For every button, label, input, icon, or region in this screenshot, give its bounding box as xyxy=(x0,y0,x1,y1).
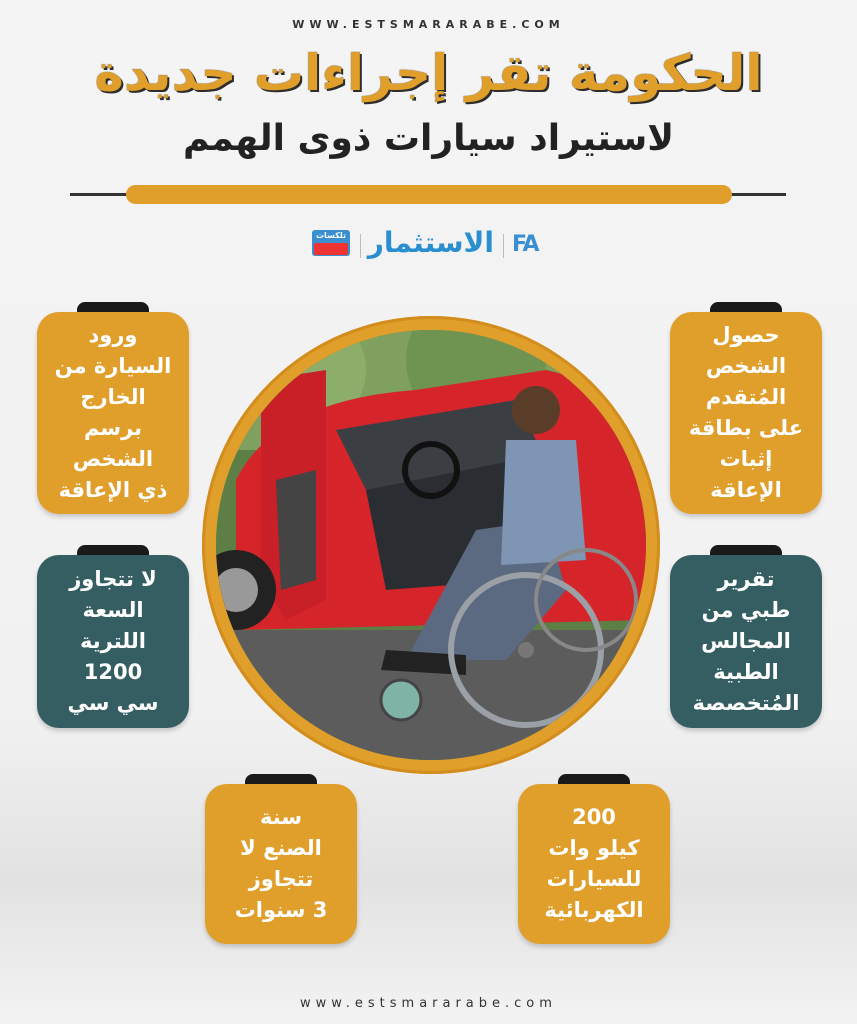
condition-card-manufacture-year xyxy=(205,774,357,944)
subtitle: لاستيراد سيارات ذوى الهمم xyxy=(182,118,675,159)
top-website-url: WWW.ESTSMARARABE.COM xyxy=(292,18,565,31)
bottom-website-url: www.estsmararabe.com xyxy=(300,996,557,1011)
istithmar-logo: الاستثمار xyxy=(367,226,494,259)
logos-bar xyxy=(300,226,560,266)
condition-card-electric-power xyxy=(518,774,670,944)
photo-man-wheelchair-red-car xyxy=(216,330,646,760)
fa-logo: FA xyxy=(512,232,538,257)
card-text: ورود السيارة من الخارج برسم الشخص ذي الإعاقة xyxy=(37,312,189,514)
divider-pill xyxy=(126,185,732,204)
logo-separator xyxy=(503,234,504,258)
telecom-logo: تلكسات xyxy=(312,230,350,256)
card-text: لا تتجاوز السعة اللترية 1200 سي سي xyxy=(37,555,189,728)
main-title: الحكومة تقر إجراءات جديدة xyxy=(94,44,763,102)
card-text: 200 كيلو وات للسيارات الكهربائية xyxy=(518,784,670,944)
condition-card-engine-capacity xyxy=(37,545,189,728)
card-text: سنة الصنع لا تتجاوز 3 سنوات xyxy=(205,784,357,944)
condition-card-disability-card xyxy=(670,302,822,514)
card-text: تقرير طبي من المجالس الطبية المُتخصصة xyxy=(670,555,822,728)
card-text: حصول الشخص المُتقدم على بطاقة إثبات الإعاقة xyxy=(670,312,822,514)
condition-card-car-import xyxy=(37,302,189,514)
condition-card-medical-report xyxy=(670,545,822,728)
logo-separator xyxy=(360,234,361,258)
